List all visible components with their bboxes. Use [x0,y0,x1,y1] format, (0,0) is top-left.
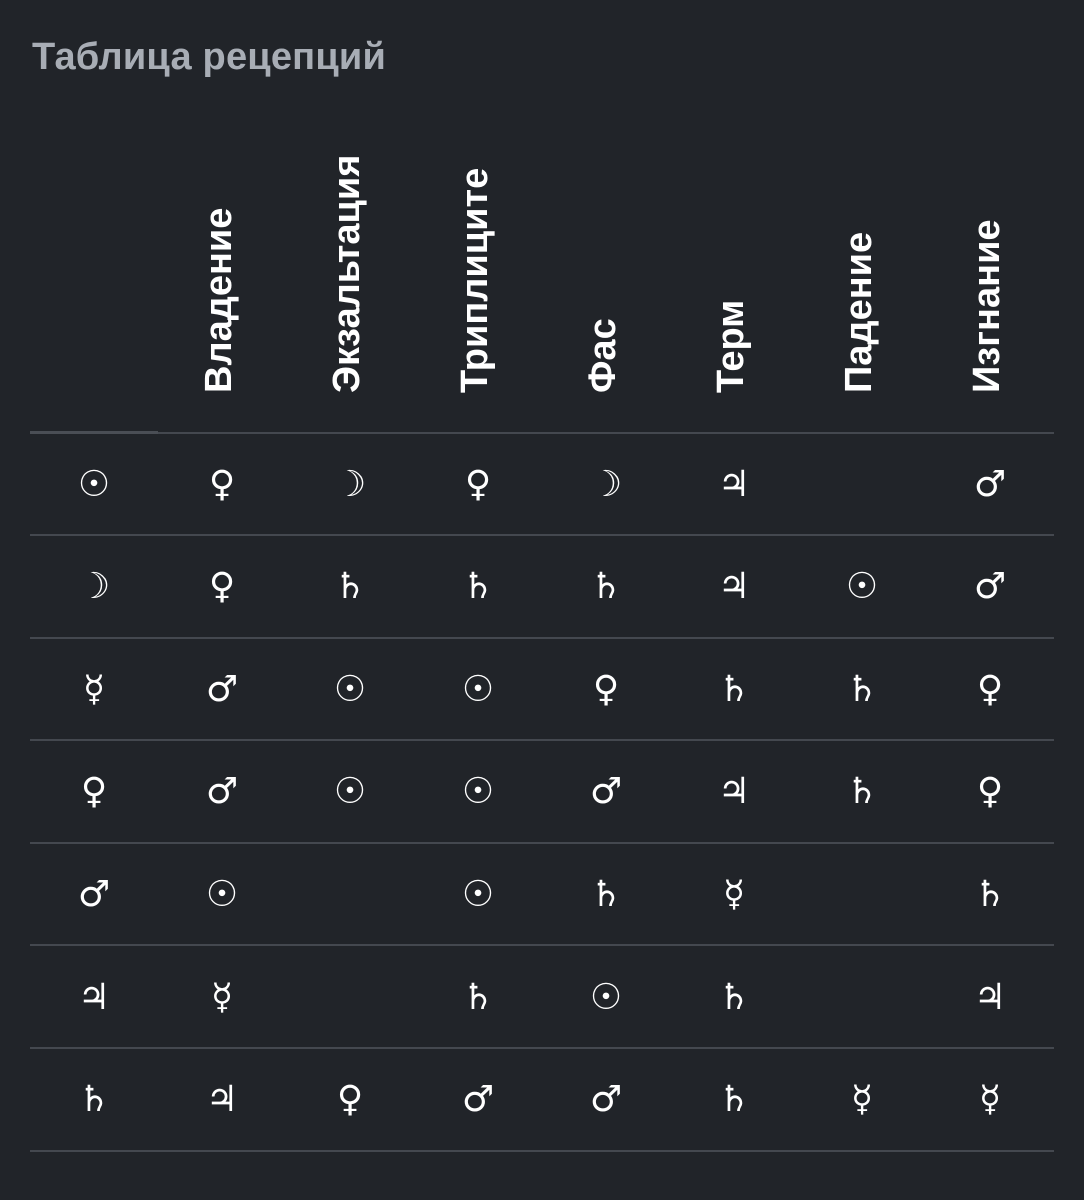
column-header-label: Терм [710,299,752,393]
table-cell-symbol: ♂ [589,771,623,813]
column-header-exaltation [286,118,414,393]
row-planet-symbol: ♀ [80,771,108,813]
table-cell-symbol [286,844,414,944]
row-planet-symbol: ☿ [82,668,106,710]
table-cell-symbol: ♄ [461,976,495,1018]
table-cell-symbol: ♄ [717,668,751,710]
table-cell-symbol: ☉ [333,771,367,813]
table-cell-symbol: ☉ [845,566,879,608]
table-cell-symbol: ♂ [461,1079,495,1121]
table-cell-symbol: ♀ [208,566,236,608]
table-header [30,0,1054,433]
row-planet-symbol: ☽ [77,566,111,608]
table-cell-symbol: ♂ [973,566,1007,608]
table-row [30,947,1054,1049]
column-header-term [670,118,798,393]
row-planet-symbol: ☉ [77,463,111,505]
table-cell-symbol: ☉ [589,976,623,1018]
table-cell-symbol: ☉ [461,873,495,915]
table-cell-symbol: ☉ [461,668,495,710]
table-cell-symbol: ☉ [461,771,495,813]
column-header-fall [798,118,926,393]
table-cell-symbol: ♀ [592,668,620,710]
table-cell-symbol: ♃ [973,976,1007,1018]
table-row [30,639,1054,741]
table-cell-symbol: ♀ [976,668,1004,710]
column-header-label: Триплиците [454,167,496,393]
table-cell-symbol: ☉ [333,668,367,710]
table-cell-symbol: ♄ [717,1079,751,1121]
row-divider [30,1150,1054,1152]
table-cell-symbol: ♀ [464,463,492,505]
table-cell-symbol: ♃ [205,1079,239,1121]
table-cell-symbol: ♂ [205,771,239,813]
column-header-triplicity [414,118,542,393]
table-cell-symbol [798,844,926,944]
table-cell-symbol: ☽ [333,463,367,505]
table-cell-symbol: ♃ [717,566,751,608]
row-planet-symbol: ♄ [77,1079,111,1121]
table-row [30,742,1054,844]
table-cell-symbol: ☿ [850,1079,874,1121]
table-row [30,844,1054,946]
table-cell-symbol: ♂ [205,668,239,710]
table-cell-symbol: ♄ [589,873,623,915]
column-header-detriment [926,118,1054,393]
table-cell-symbol: ☿ [978,1079,1002,1121]
table-cell-symbol [286,947,414,1047]
table-cell-symbol [798,947,926,1047]
table-cell-symbol: ♄ [845,668,879,710]
table-cell-symbol: ♄ [717,976,751,1018]
table-cell-symbol: ♀ [336,1079,364,1121]
table-cell-symbol: ♄ [333,566,367,608]
table-cell-symbol: ♄ [973,873,1007,915]
table-cell-symbol: ♂ [589,1079,623,1121]
column-header-label: Экзальтация [326,154,368,393]
row-planet-symbol: ♃ [77,976,111,1018]
table-row [30,1050,1054,1152]
table-cell-symbol: ☿ [722,873,746,915]
table-cell-symbol: ☉ [205,873,239,915]
table-cell-symbol: ♄ [845,771,879,813]
table-cell-symbol: ♀ [976,771,1004,813]
column-header-domicile [158,118,286,393]
table-cell-symbol: ☽ [589,463,623,505]
page-title: Таблица рецепций [32,36,387,78]
table-row [30,434,1054,536]
table-cell-symbol: ☿ [210,976,234,1018]
table-cell-symbol [798,434,926,534]
table-cell-symbol: ♂ [973,463,1007,505]
receptions-table [30,0,1054,1200]
column-header-label: Падение [838,231,880,393]
column-header-label: Изгнание [966,219,1008,393]
table-cell-symbol: ♀ [208,463,236,505]
table-cell-symbol: ♃ [717,771,751,813]
table-row [30,537,1054,639]
column-header-face [542,118,670,393]
table-cell-symbol: ♄ [589,566,623,608]
row-planet-symbol: ♂ [77,873,111,915]
table-cell-symbol: ♃ [717,463,751,505]
column-header-label: Владение [198,207,240,393]
table-cell-symbol: ♄ [461,566,495,608]
column-header-label: Фас [582,318,624,393]
